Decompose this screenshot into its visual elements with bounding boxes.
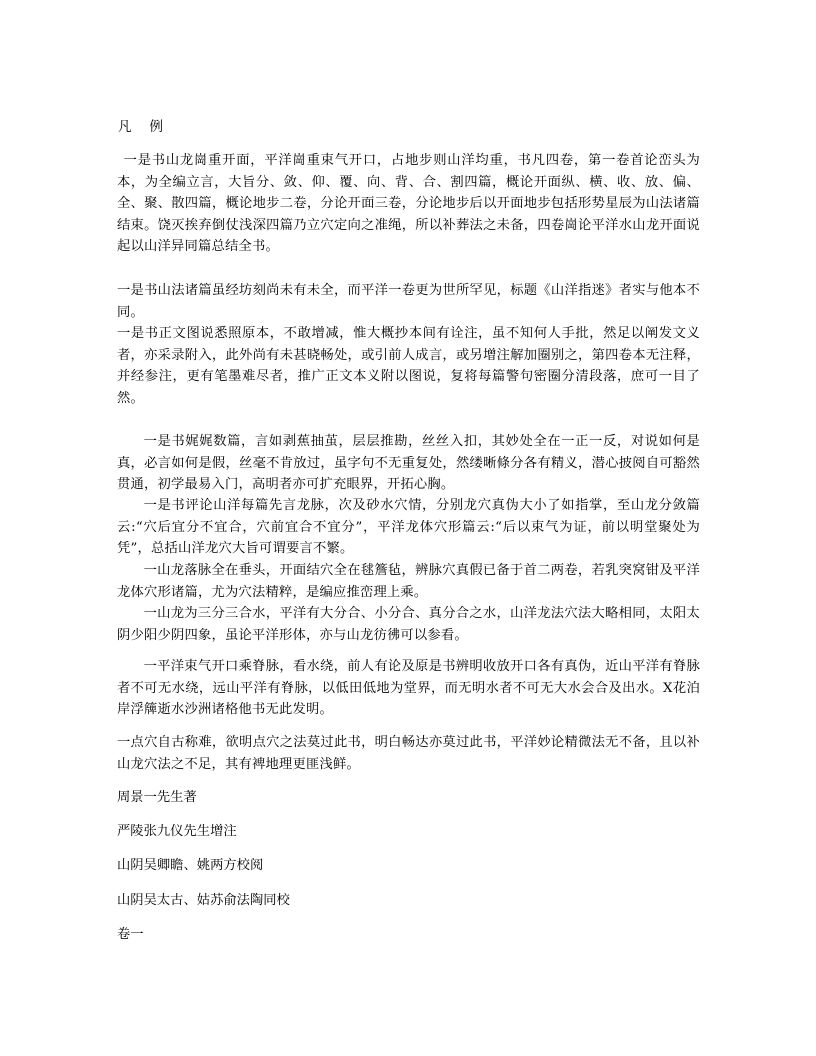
paragraph-4: 一是书娓娓数篇，言如剥蕉抽茧，层层推勘，丝丝入扣，其妙处全在一正一反，对说如何是真，必言如何是假，丝毫不肯放过，虽字句不无重复处，然缕晰條分各有精义，潜心披阅自可豁然贯通，初学最易入门，高明者亦可扩充眼界，开拓心胸。 <box>117 434 700 493</box>
author-credit: 周景一先生著 <box>117 790 197 805</box>
paragraph-1: 一是书山龙崗重开面，平洋崗重束气开口，占地步则山洋均重，书凡四卷，第一卷首论峦头为本，为全编立言，大旨分、敛、仰、覆、向、背、合、割四篇，概论开面纵、横、收、放、偏、全、聚、散四篇，概论地步二卷，分论开面三卷，分论地步后以开面地步包括形势星辰为山法诸篇结束。饶灭挨弃倒仗浅深四篇乃立穴定向之准绳，所以补葬法之未备，四卷崗论平洋水山龙开面说起以山洋异同篇总结全书。 <box>117 153 700 255</box>
proofreader-credit-1: 山阴吴卿瞻、姚两方校阅 <box>117 858 264 873</box>
paragraph-8: 一平洋束气开口乘脊脉，看水绕，前人有论及原是书辨明收放开口各有真伪，近山平洋有脊脉者不可无水绕，远山平洋有脊脉，以低田低地为堂界，而无明水者不可无大水会合及出水。X花泊岸浮簰逝水沙洲诸格他书无此发明。 <box>117 659 700 718</box>
section-heading: 凡例 <box>118 119 181 135</box>
paragraph-5: 一是书评论山洋每篇先言龙脉，次及砂水穴情，分别龙穴真伪大小了如指掌，至山龙分敛篇云:“穴后宜分不宜合，穴前宜合不宜分”，平洋龙体穴形篇云:“后以束气为证，前以明堂聚处为凭”，总括山洋龙穴大旨可谓要言不繁。 <box>117 498 700 557</box>
annotator-credit: 严陵张九仪先生增注 <box>117 824 237 839</box>
volume-label: 卷一 <box>117 927 144 942</box>
proofreader-credit-2: 山阴吴太古、姑苏俞法陶同校 <box>117 893 290 908</box>
paragraph-6: 一山龙落脉全在垂头，开面结穴全在毬簷毡，辨脉穴真假已备于首二两卷，若乳突窝钳及平洋龙体穴形诸篇，尤为穴法精粹，是编应推峦理上乘。 <box>117 563 700 600</box>
paragraph-9: 一点穴自古称难，欲明点穴之法莫过此书，明白畅达亦莫过此书，平洋妙论精微法无不备，且以补山龙穴法之不足，其有裨地理更匪浅鲜。 <box>117 735 700 772</box>
paragraph-2: 一是书山法诸篇虽经坊刻尚未有未全，而平洋一卷更为世所罕见，标题《山洋指迷》者实与他本不同。 <box>117 283 700 320</box>
paragraph-3: 一是书正文图说悉照原本，不敢增减，惟大概抄本间有诠注，虽不知何人手批，然足以阐发文义者，亦采录附入，此外尚有未甚晓畅处，或引前人成言，或另增注解加圈别之，第四卷本无注释，并经参注，更有笔墨难尽者，推广正文本义附以图说，复将每篇警句密圈分清段落，庶可一目了然。 <box>117 326 700 406</box>
paragraph-7: 一山龙为三分三合水，平洋有大分合、小分合、真分合之水，山洋龙法穴法大略相同，太阳太阴少阳少阴四象，虽论平洋形体，亦与山龙彷彿可以参看。 <box>117 606 700 643</box>
